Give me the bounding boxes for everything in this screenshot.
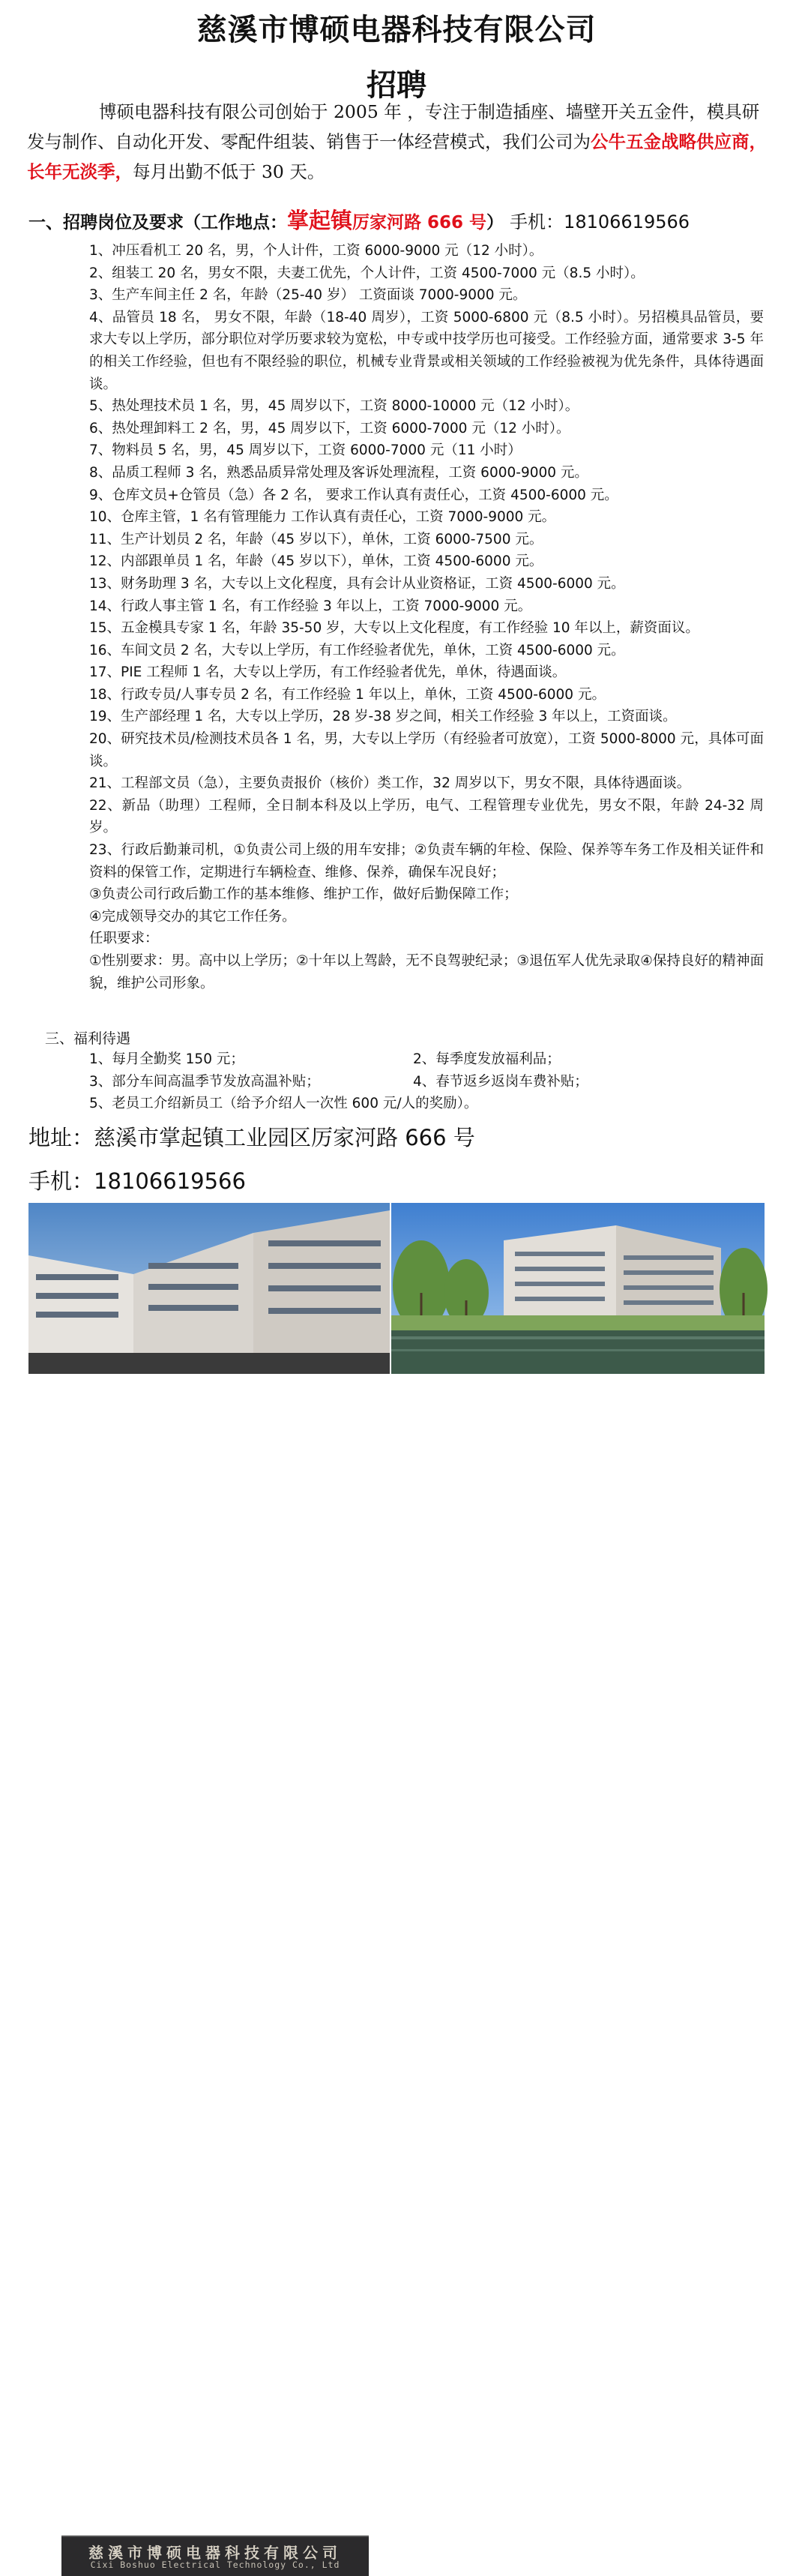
footer-phone: 手机：18106619566 <box>28 1168 246 1194</box>
list-item: ④完成领导交办的其它工作任务。 <box>89 908 296 925</box>
list-item: 4、品管员 18 名， 男女不限，年龄（18-40 周岁），工资 5000-6800 元（8.5 小时）。另招模具品管员，要求大专以上学历，部分职位对学历要求较为宽松，中专或中技学历也可接受。工作经验方面，通常要求 3-5 年的相关工作经验，但也有不限经验的职位，机械专业背景或相关领域的工作经验被视为优先条件，具体待遇面谈。 <box>89 309 764 392</box>
list-item: 9、仓库文员+仓管员（急）各 2 名， 要求工作认真有责任心，工资 4500-6000 元。 <box>89 487 618 503</box>
benefits-heading: 三、福利待遇 <box>45 1030 131 1047</box>
list-item: 19、生产部经理 1 名，大专以上学历，28 岁-38 岁之间，相关工作经验 3 年以上，工资面谈。 <box>89 709 677 725</box>
heading-label: 一、招聘岗位及要求（工作地点： <box>28 213 287 232</box>
company-intro <box>27 97 769 187</box>
page-title: 招聘 <box>367 68 426 103</box>
list-item: 6、热处理卸料工 2 名，男，45 周岁以下，工资 6000-7000 元（12 小时）。 <box>89 420 570 436</box>
heading-close: ） <box>486 213 504 232</box>
list-item: 18、行政专员/人事专员 2 名，有工作经验 1 年以上，单休，工资 4500-6000 元。 <box>89 686 606 703</box>
list-item: 22、新品（助理）工程师，全日制本科及以上学历，电气、工程管理专业优先，男女不限，年龄 24-32 周岁。 <box>89 797 764 836</box>
intro-highlight: 公牛五金战略供应商，长年无淡季， <box>27 131 767 182</box>
benefit-item: 3、部分车间高温季节发放高温补贴； <box>89 1073 320 1090</box>
benefits-list <box>89 1048 764 1115</box>
benefits-row <box>89 1093 764 1115</box>
factory-photo-right <box>391 1203 765 1374</box>
list-item: 8、品质工程师 3 名，熟悉品质异常处理及客诉处理流程，工资 6000-9000 元。 <box>89 464 588 481</box>
list-item: 3、生产车间主任 2 名，年龄（25-40 岁） 工资面谈 7000-9000 元。 <box>89 287 527 304</box>
factory-building-illustration <box>28 1203 390 1374</box>
work-place-town: 掌起镇 <box>287 208 353 233</box>
list-item: 21、工程部文员（急），主要负责报价（核价）类工作，32 周岁以下，男女不限，具体待遇面谈。 <box>89 775 691 792</box>
list-item: 12、内部跟单员 1 名，年龄（45 岁以下），单休，工资 4500-6000 元。 <box>89 553 543 570</box>
benefits-row <box>89 1071 764 1093</box>
list-item: 11、生产计划员 2 名，年龄（45 岁以下），单休，工资 6000-7500 元。 <box>89 531 543 547</box>
benefits-row <box>89 1048 764 1071</box>
list-item: 15、五金模具专家 1 名，年龄 35-50 岁，大专以上文化程度，有工作经验 10 年以上，薪资面议。 <box>89 620 699 637</box>
benefit-item: 2、每季度发放福利品； <box>413 1051 561 1067</box>
factory-photo-left <box>28 1203 390 2570</box>
positions-list <box>89 240 764 994</box>
list-item: 2、组装工 20 名，男女不限，夫妻工优先，个人计件，工资 4500-7000 元（8.5 小时）。 <box>89 265 645 281</box>
list-item: 16、车间文员 2 名，大专以上学历，有工作经验者优先，单休，工资 4500-6000 元。 <box>89 642 625 658</box>
benefit-item: 4、春节返乡返岗车费补贴； <box>413 1073 588 1090</box>
heading-phone: 手机：18106619566 <box>510 211 690 232</box>
list-item: 5、热处理技术员 1 名，男，45 周岁以下，工资 8000-10000 元（12 小时）。 <box>89 398 579 415</box>
list-item: 17、PIE 工程师 1 名，大专以上学历，有工作经验者优先，单休，待遇面谈。 <box>89 664 567 681</box>
list-item: ③负责公司行政后勤工作的基本维修、维护工作，做好后勤保障工作； <box>89 886 518 903</box>
benefit-item: 5、老员工介绍新员工（给予介绍人一次性 600 元/人的奖励）。 <box>89 1096 478 1112</box>
intro-text: 博硕电器科技有限公司创始于 2005 年 ，专注于制造插座、墙壁开关五金件，模具研发与制作、自动化开发、零配件组装、销售于一体经营模式，我们公司为 <box>27 101 760 152</box>
list-item: 1、冲压看机工 20 名，男，个人计件，工资 6000-9000 元（12 小时）。 <box>89 243 543 259</box>
factory-riverside-illustration <box>391 1203 765 1374</box>
list-item: 20、研究技术员/检测技术员各 1 名，男，大专以上学历（有经验者可放宽），工资 5000-8000 元，具体可面谈。 <box>89 731 764 769</box>
company-sign <box>61 2536 369 2576</box>
company-name: 慈溪市博硕电器科技有限公司 <box>196 13 597 47</box>
work-place-road: 厉家河路 666 号 <box>352 213 487 232</box>
list-item: 7、物料员 5 名，男，45 周岁以下，工资 6000-7000 元（11 小时） <box>89 442 522 459</box>
sign-chinese: 慈溪市博硕电器科技有限公司 <box>88 2544 342 2562</box>
list-item: 13、财务助理 3 名，大专以上文化程度，具有会计从业资格证，工资 4500-6000 元。 <box>89 575 625 592</box>
list-item: 10、仓库主管，1 名有管理能力 工作认真有责任心，工资 7000-9000 元。 <box>89 509 556 526</box>
sign-english: Cixi Boshuo Electrical Technology Co., Ltd <box>90 2560 340 2570</box>
list-item: 任职要求： <box>89 931 159 947</box>
intro-attendance: 每月出勤不低于 30 天。 <box>133 161 325 182</box>
positions-heading <box>28 204 690 235</box>
list-item: 14、行政人事主管 1 名，有工作经验 3 年以上，工资 7000-9000 元。 <box>89 598 532 614</box>
list-item: 23、行政后勤兼司机，①负责公司上级的用车安排；②负责车辆的年检、保险、保养等车务工作及相关证件和资料的保管工作，定期进行车辆检查、维修、保养，确保车况良好； <box>89 842 764 880</box>
address: 地址：慈溪市掌起镇工业园区厉家河路 666 号 <box>28 1125 475 1150</box>
list-item: ①性别要求：男。高中以上学历；②十年以上驾龄，无不良驾驶纪录；③退伍军人优先录取④保持良好的精神面貌，维护公司形象。 <box>89 953 764 991</box>
benefit-item: 1、每月全勤奖 150 元； <box>89 1051 244 1067</box>
